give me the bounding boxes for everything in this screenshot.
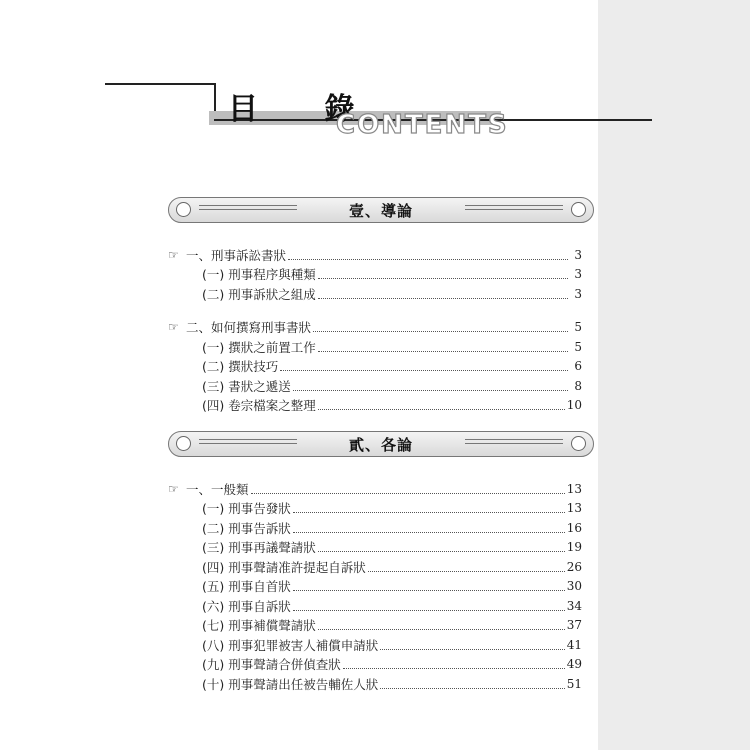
toc-entry-page: 13 (566, 481, 582, 496)
toc-entry[interactable] (168, 653, 582, 673)
toc-entry[interactable] (168, 477, 582, 497)
toc-entry[interactable] (168, 374, 582, 394)
page-gutter (598, 0, 750, 750)
toc-entry[interactable] (168, 575, 582, 595)
pointing-hand-icon: ☞ (168, 247, 179, 262)
toc-entry-title: (八) 刑事犯罪被害人補償申請狀 (202, 637, 379, 653)
toc-entry[interactable] (168, 516, 582, 536)
toc-entry-title: 一、刑事訴訟書狀 (186, 247, 287, 263)
toc-entry-page: 37 (566, 618, 582, 632)
toc-entry-page: 13 (566, 501, 582, 515)
toc-section-specifics (168, 477, 582, 692)
toc-entry-page: 10 (566, 398, 582, 412)
toc-entry[interactable] (168, 243, 582, 263)
toc-entry-page: 51 (566, 676, 582, 691)
toc-entry-page: 30 (566, 579, 582, 593)
toc-entry-title: (三) 書狀之遞送 (202, 378, 291, 394)
banner-lines-right (465, 205, 563, 215)
toc-entry[interactable] (168, 355, 582, 375)
toc-entry[interactable] (168, 672, 582, 692)
toc-entry-title: (十) 刑事聲請出任被告輔佐人狀 (202, 676, 379, 692)
toc-entry[interactable] (168, 316, 582, 336)
toc-entry-title: (四) 刑事聲請准許提起自訴狀 (202, 559, 366, 575)
toc-entry-page: 6 (574, 359, 582, 373)
pointing-hand-icon: ☞ (168, 320, 179, 334)
toc-entry[interactable] (168, 335, 582, 355)
toc-entry[interactable] (168, 536, 582, 556)
dot-leader (293, 589, 565, 591)
toc-entry-page: 19 (566, 540, 582, 554)
toc-entry-page: 8 (574, 378, 582, 393)
dot-leader (318, 408, 565, 410)
toc-entry-title: (三) 刑事再議聲請狀 (202, 540, 316, 555)
dot-leader (288, 258, 568, 260)
toc-entry-page: 41 (566, 637, 582, 652)
section-banner-specifics (168, 431, 594, 457)
dot-leader (343, 667, 565, 669)
dot-leader (251, 492, 565, 494)
banner-lines-right (465, 439, 563, 449)
toc-entry[interactable] (168, 394, 582, 414)
toc-entry-title: (五) 刑事自首狀 (202, 579, 291, 594)
toc-entry[interactable] (168, 497, 582, 517)
toc-entry[interactable] (168, 263, 582, 283)
toc-entry-title: 二、如何撰寫刑事書狀 (186, 320, 312, 335)
toc-entry-title: 一、一般類 (186, 481, 249, 497)
toc-entry-title: (二) 撰狀技巧 (202, 359, 279, 374)
dot-leader (318, 297, 568, 299)
toc-entry-title: (二) 刑事訴狀之組成 (202, 286, 316, 302)
toc-entry[interactable] (168, 282, 582, 302)
toc-entry-page: 5 (574, 339, 582, 354)
dot-leader (313, 330, 568, 332)
toc-entry-page: 3 (574, 286, 582, 301)
dot-leader (380, 648, 564, 650)
dot-leader (318, 350, 568, 352)
toc-entry-title: (一) 刑事告發狀 (202, 501, 291, 516)
pointing-hand-icon: ☞ (168, 481, 179, 496)
toc-entry-title: (四) 卷宗檔案之整理 (202, 398, 316, 413)
page-title: 目 錄 (228, 92, 383, 127)
dot-leader (293, 531, 565, 533)
toc-entry[interactable] (168, 633, 582, 653)
toc-entry-page: 16 (566, 520, 582, 535)
dot-leader (380, 687, 564, 689)
toc-entry-page: 5 (574, 320, 582, 334)
toc-entry-title: (一) 刑事程序與種類 (202, 267, 316, 282)
dot-leader (368, 570, 565, 572)
header-rule-top (105, 83, 215, 85)
dot-leader (280, 369, 568, 371)
toc-entry-title: (六) 刑事自訴狀 (202, 598, 291, 614)
toc-entry-title: (一) 撰狀之前置工作 (202, 339, 316, 355)
banner-circle-right (571, 436, 586, 451)
section-title: 貳、各論 (348, 436, 413, 454)
toc-entry-title: (二) 刑事告訴狀 (202, 520, 291, 536)
page-subtitle: CONTENTS (336, 110, 509, 140)
toc-entry-page: 49 (566, 657, 582, 671)
toc-section-intro (168, 243, 582, 413)
section-title: 壹、導論 (348, 202, 413, 220)
dot-leader (318, 628, 565, 630)
dot-leader (293, 389, 568, 391)
dot-leader (293, 609, 565, 611)
toc-entry[interactable] (168, 555, 582, 575)
toc-entry-title: (九) 刑事聲請合併偵查狀 (202, 657, 341, 672)
toc-entry-page: 3 (574, 267, 582, 281)
toc-entry[interactable] (168, 614, 582, 634)
banner-circle-right (571, 202, 586, 217)
toc-entry-title: (七) 刑事補償聲請狀 (202, 618, 316, 633)
toc-entry-page: 26 (566, 559, 582, 574)
section-banner-intro (168, 197, 594, 223)
dot-leader (293, 511, 565, 513)
toc-entry[interactable] (168, 594, 582, 614)
toc-entry-page: 3 (574, 247, 582, 262)
toc-entry-page: 34 (566, 598, 582, 613)
dot-leader (318, 277, 568, 279)
dot-leader (318, 550, 565, 552)
